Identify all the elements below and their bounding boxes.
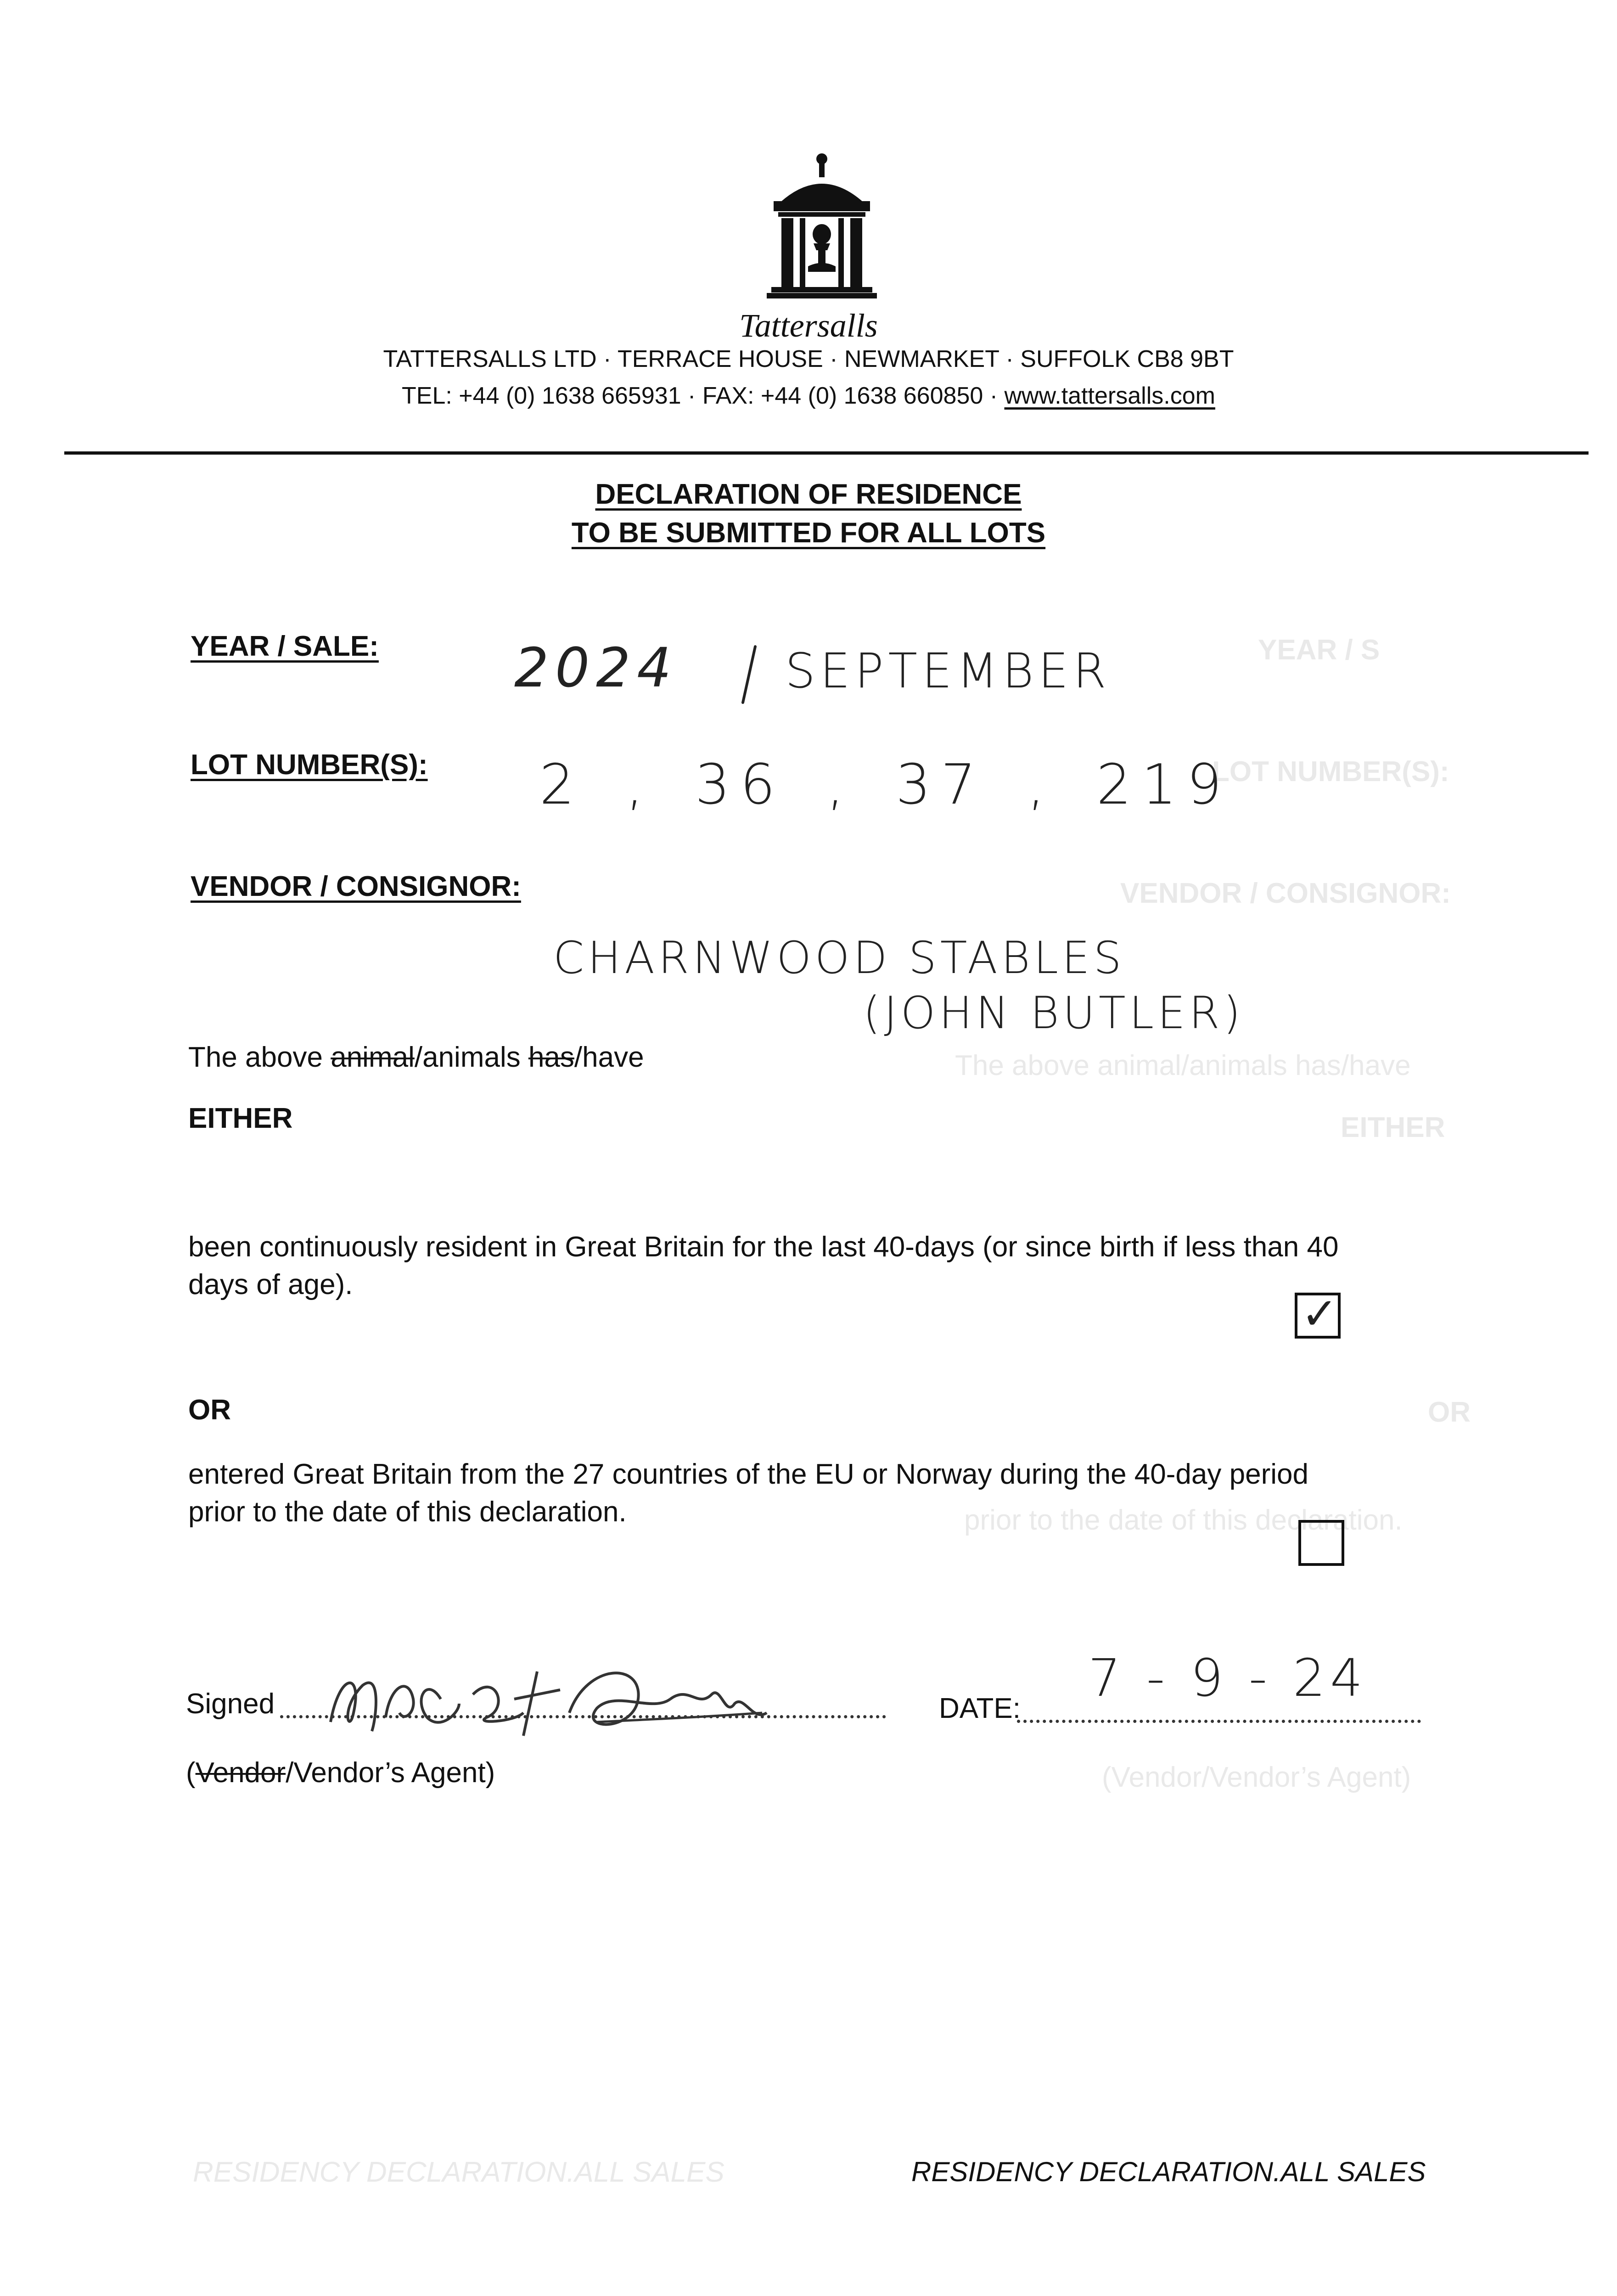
role-struck-vendor: Vendor	[195, 1757, 286, 1789]
brand-name: Tattersalls	[739, 307, 878, 344]
or-heading: OR	[188, 1394, 231, 1426]
animals-statement	[188, 1039, 644, 1076]
title-line-1: DECLARATION OF RESIDENCE	[595, 478, 1022, 510]
date-value[interactable]: 7 - 9 - 24	[1088, 1649, 1368, 1708]
signed-label: Signed	[186, 1688, 275, 1720]
date-line[interactable]	[1017, 1720, 1421, 1723]
year-sale-label: YEAR / SALE:	[191, 630, 379, 662]
role-vendors-agent: /Vendor’s Agent)	[286, 1757, 495, 1789]
statement-mid: /animals	[414, 1041, 528, 1073]
ghost-footer: RESIDENCY DECLARATION.ALL SALES	[193, 2156, 724, 2188]
or-checkbox[interactable]	[1298, 1520, 1344, 1566]
lot-numbers-value[interactable]: 2 , 36 , 37 , 219	[539, 753, 1232, 817]
footer-label: RESIDENCY DECLARATION.ALL SALES	[911, 2156, 1426, 2187]
ghost-or: OR	[1428, 1396, 1471, 1428]
lot-numbers-label: LOT NUMBER(S):	[191, 749, 428, 781]
date-label: DATE:	[939, 1693, 1021, 1724]
ghost-either: EITHER	[1341, 1112, 1445, 1143]
ghost-statement: The above animal/animals has/have	[955, 1050, 1411, 1081]
statement-struck-animal: animal	[331, 1041, 415, 1073]
address-line: TATTERSALLS LTD · TERRACE HOUSE · NEWMARKET · SUFFOLK CB8 9BT	[383, 346, 1234, 372]
either-checkbox[interactable]	[1295, 1288, 1341, 1339]
statement-prefix: The above	[188, 1041, 331, 1073]
vendor-value-line2[interactable]: (JOHN BUTLER)	[863, 987, 1244, 1039]
or-text-line-1: entered Great Britain from the 27 countries of the EU or Norway during the 40-day period	[188, 1458, 1308, 1490]
year-sale-slash-icon	[735, 643, 762, 707]
handwritten-signature-icon	[321, 1644, 771, 1750]
header-divider	[64, 451, 1589, 455]
contact-numbers: TEL: +44 (0) 1638 665931 · FAX: +44 (0) 1638 660850 ·	[402, 383, 1005, 409]
either-text-line-2: days of age).	[188, 1269, 353, 1300]
year-value[interactable]: 2024	[514, 636, 678, 699]
check-mark-icon: ✓	[1301, 1288, 1338, 1339]
or-text	[188, 1456, 1455, 1531]
either-heading: EITHER	[188, 1103, 293, 1134]
ghost-lot: LOT NUMBER(S):	[1212, 756, 1449, 788]
signer-role	[186, 1754, 495, 1792]
title-line-2: TO BE SUBMITTED FOR ALL LOTS	[571, 517, 1046, 549]
vendor-value-line1[interactable]: CHARNWOOD STABLES	[553, 932, 1125, 984]
statement-suffix: /have	[574, 1041, 644, 1073]
statement-struck-has: has	[528, 1041, 574, 1073]
role-open: (	[186, 1757, 196, 1789]
either-text-line-1: been continuously resident in Great Britain for the last 40-days (or since birth if less than 40	[188, 1231, 1339, 1263]
or-text-line-2: prior to the date of this declaration.	[188, 1496, 627, 1528]
sale-value[interactable]: SEPTEMBER	[785, 643, 1111, 699]
contact-line	[0, 382, 1617, 410]
website-link[interactable]: www.tattersalls.com	[1004, 383, 1215, 409]
ghost-role: (Vendor/Vendor’s Agent)	[1102, 1761, 1411, 1793]
vendor-label: VENDOR / CONSIGNOR:	[191, 871, 521, 902]
ghost-year: YEAR / S	[1258, 634, 1380, 666]
either-text	[188, 1228, 1455, 1304]
ghost-vendor: VENDOR / CONSIGNOR:	[1120, 878, 1451, 909]
tattersalls-cupola-logo-icon	[767, 152, 877, 298]
ghost-prior: prior to the date of this declaration.	[964, 1504, 1403, 1536]
form-title	[0, 475, 1617, 552]
